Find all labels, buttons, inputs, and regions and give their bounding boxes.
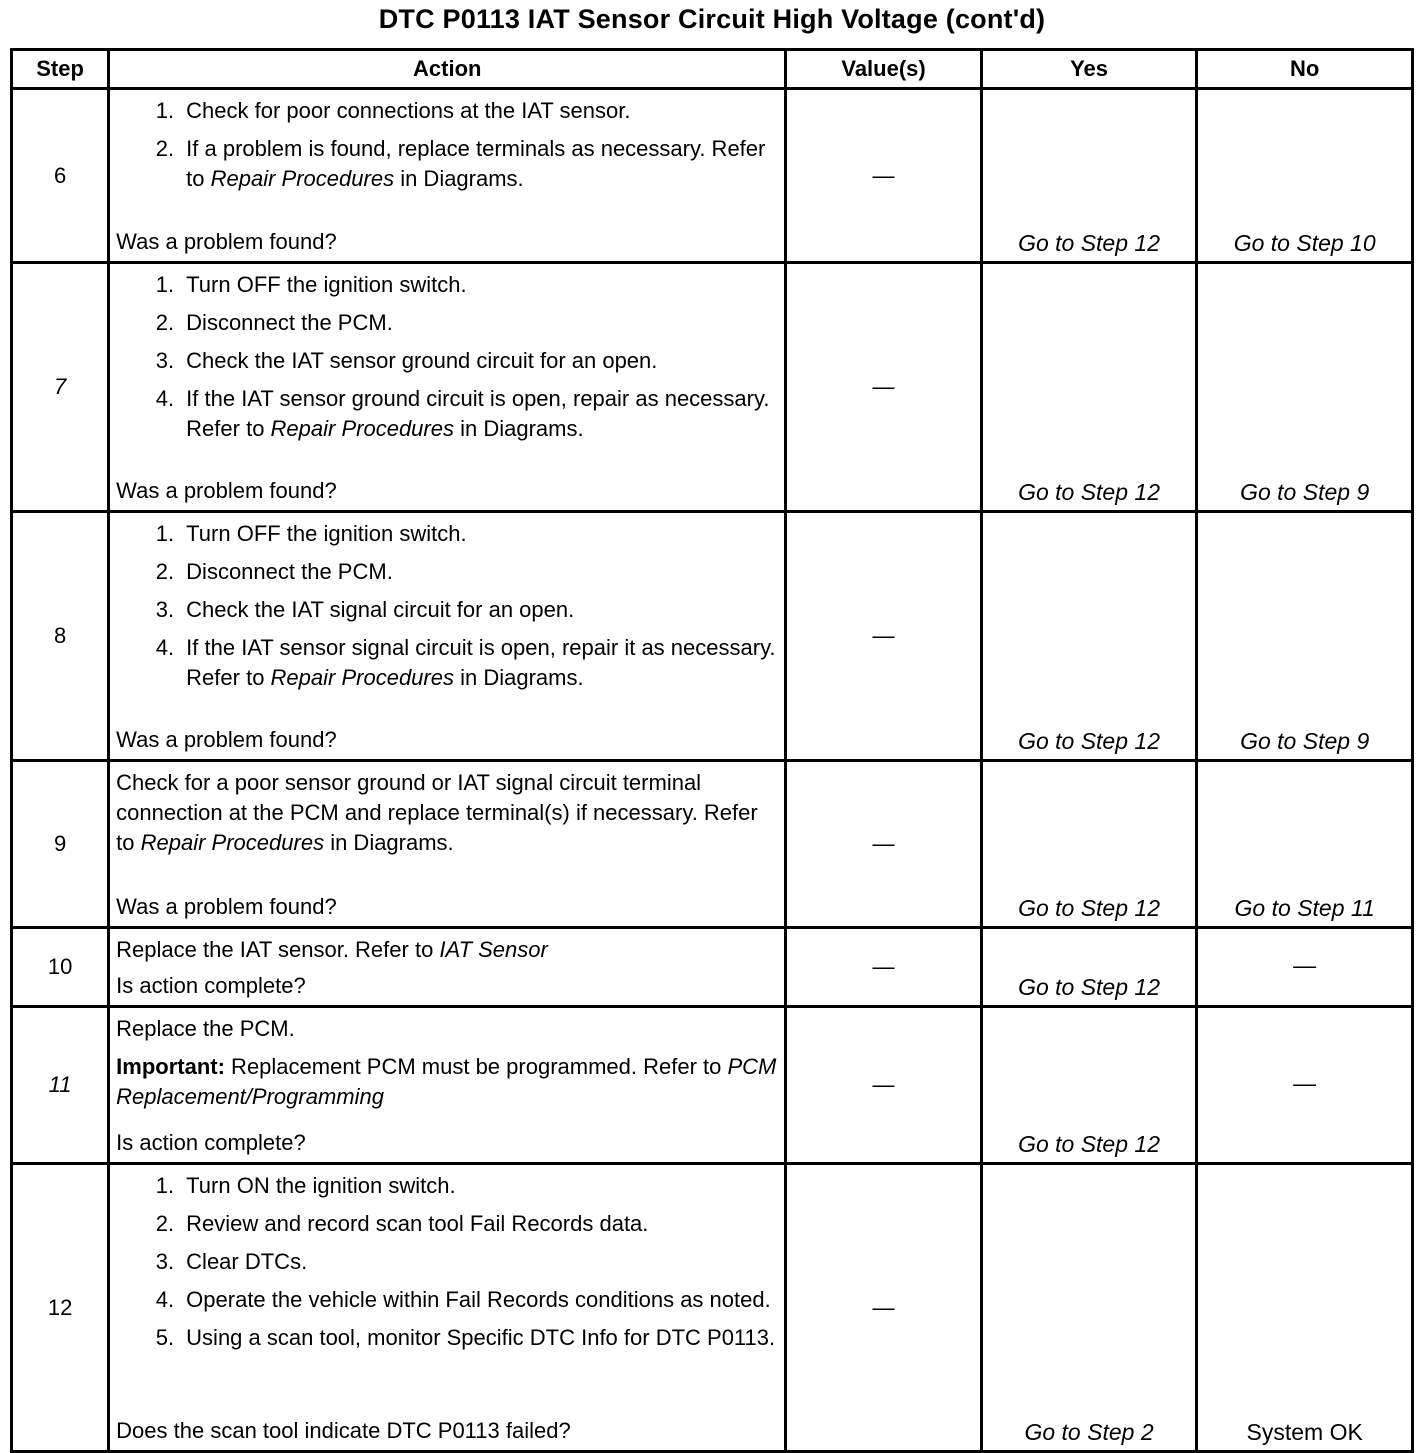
yes-cell[interactable]: Go to Step 12 <box>981 512 1197 761</box>
action-cell <box>109 1164 786 1452</box>
no-cell[interactable]: System OK <box>1197 1164 1413 1452</box>
question: Was a problem found? <box>116 478 337 503</box>
list-item: 1. Turn ON the ignition switch. <box>180 1171 778 1201</box>
list-item: 1. Check for poor connections at the IAT sensor. <box>180 96 778 126</box>
table-row-step-8 <box>12 512 1413 761</box>
action-cell <box>109 1007 786 1164</box>
reference-link[interactable]: IAT Sensor <box>439 937 548 962</box>
action-text: Replace the PCM. <box>116 1016 295 1041</box>
step-number: 7 <box>12 263 109 512</box>
no-cell[interactable]: Go to Step 11 <box>1197 761 1413 928</box>
header-step: Step <box>12 50 109 89</box>
no-cell: — <box>1197 928 1413 1007</box>
header-values: Value(s) <box>786 50 981 89</box>
question: Was a problem found? <box>116 894 337 919</box>
header-yes: Yes <box>981 50 1197 89</box>
table-row-step-12 <box>12 1164 1413 1452</box>
yes-cell[interactable]: Go to Step 12 <box>981 263 1197 512</box>
table-row-step-11 <box>12 1007 1413 1164</box>
step-number: 8 <box>12 512 109 761</box>
reference-link[interactable]: Repair Procedures <box>210 166 395 191</box>
step-number: 11 <box>12 1007 109 1164</box>
value-cell: — <box>786 761 981 928</box>
step-number: 10 <box>12 928 109 1007</box>
reference-link[interactable]: Repair Procedures <box>140 830 325 855</box>
action-text: Replace the IAT sensor. Refer to IAT Sensor <box>116 937 548 962</box>
table-row-step-6 <box>12 89 1413 263</box>
no-cell[interactable]: Go to Step 9 <box>1197 512 1413 761</box>
value-cell: — <box>786 263 981 512</box>
list-item: 3. Clear DTCs. <box>180 1247 778 1277</box>
action-list <box>116 519 778 701</box>
no-cell[interactable]: Go to Step 10 <box>1197 89 1413 263</box>
step-number: 6 <box>12 89 109 263</box>
step-number: 12 <box>12 1164 109 1452</box>
step-number: 9 <box>12 761 109 928</box>
question: Is action complete? <box>116 1130 306 1155</box>
value-cell: — <box>786 928 981 1007</box>
reference-link[interactable]: Repair Procedures <box>270 416 454 441</box>
reference-link[interactable]: Repair Procedures <box>270 665 454 690</box>
yes-cell[interactable]: Go to Step 12 <box>981 1007 1197 1164</box>
action-cell <box>109 761 786 928</box>
yes-cell[interactable]: Go to Step 2 <box>981 1164 1197 1452</box>
list-item: 4. Operate the vehicle within Fail Records conditions as noted. <box>180 1285 778 1315</box>
question: Is action complete? <box>116 973 306 998</box>
header-no: No <box>1197 50 1413 89</box>
list-item: 1. Turn OFF the ignition switch. <box>180 270 778 300</box>
value-cell: — <box>786 1164 981 1452</box>
list-item: 3. Check the IAT signal circuit for an open. <box>180 595 778 625</box>
page-title: DTC P0113 IAT Sensor Circuit High Voltage (cont'd) <box>378 4 1046 34</box>
yes-cell[interactable]: Go to Step 12 <box>981 89 1197 263</box>
list-item: 2. If a problem is found, replace terminals as necessary. Refer to Repair Procedures in Diagrams. <box>180 134 778 194</box>
no-cell: — <box>1197 1007 1413 1164</box>
list-item: 1. Turn OFF the ignition switch. <box>180 519 778 549</box>
list-item: 4. If the IAT sensor ground circuit is open, repair as necessary. Refer to Repair Procedures in Diagrams. <box>180 384 778 444</box>
header-action: Action <box>109 50 786 89</box>
action-cell <box>109 263 786 512</box>
list-item: 2. Review and record scan tool Fail Records data. <box>180 1209 778 1239</box>
action-text: Check for a poor sensor ground or IAT signal circuit terminal connection at the PCM and replace terminal(s) if necessary. Refer to Repair Procedures in Diagrams. <box>116 770 758 855</box>
table-row-step-9 <box>12 761 1413 928</box>
value-cell: — <box>786 512 981 761</box>
table-row-step-10 <box>12 928 1413 1007</box>
action-list <box>116 1171 778 1361</box>
list-item: 2. Disconnect the PCM. <box>180 557 778 587</box>
diagnostic-table <box>10 48 1414 1453</box>
value-cell: — <box>786 1007 981 1164</box>
important-note: Important: Replacement PCM must be programmed. Refer to PCM Replacement/Programming <box>116 1054 777 1109</box>
yes-cell[interactable]: Go to Step 12 <box>981 928 1197 1007</box>
question: Was a problem found? <box>116 229 337 254</box>
action-cell <box>109 512 786 761</box>
list-item: 5. Using a scan tool, monitor Specific DTC Info for DTC P0113. <box>180 1323 778 1353</box>
table-row-step-7 <box>12 263 1413 512</box>
action-cell <box>109 89 786 263</box>
question: Was a problem found? <box>116 727 337 752</box>
action-list <box>116 270 778 452</box>
list-item: 2. Disconnect the PCM. <box>180 308 778 338</box>
reference-link[interactable]: PCM Replacement/Programming <box>116 1054 777 1109</box>
value-cell: — <box>786 89 981 263</box>
list-item: 3. Check the IAT sensor ground circuit for an open. <box>180 346 778 376</box>
no-cell[interactable]: Go to Step 9 <box>1197 263 1413 512</box>
question: Does the scan tool indicate DTC P0113 failed? <box>116 1418 571 1443</box>
action-list <box>116 96 778 202</box>
action-cell <box>109 928 786 1007</box>
table-header-row <box>12 50 1413 89</box>
list-item: 4. If the IAT sensor signal circuit is open, repair it as necessary. Refer to Repair Procedures in Diagrams. <box>180 633 778 693</box>
yes-cell[interactable]: Go to Step 12 <box>981 761 1197 928</box>
